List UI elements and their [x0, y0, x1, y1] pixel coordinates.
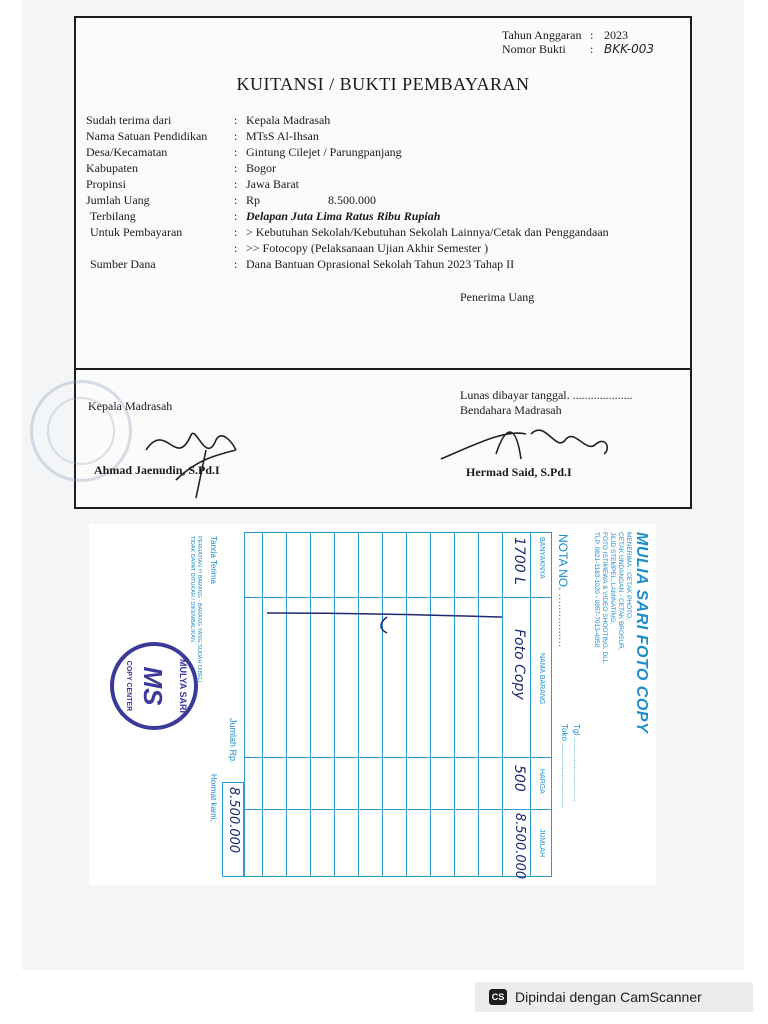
header-total: JUMLAH — [538, 829, 545, 858]
header-name: NAMA BARANG — [538, 653, 545, 705]
scanned-page — [22, 0, 744, 970]
field-value: Gintung Cilejet / Parungpanjang — [246, 145, 402, 159]
field-label: Sudah terima dari — [86, 113, 172, 127]
row-name: Foto Copy — [511, 629, 527, 700]
jumlah-label: Jumlah Rp. — [228, 718, 238, 764]
table-header — [530, 533, 551, 876]
field-value: Jawa Barat — [246, 177, 299, 191]
meta-value: 2023 — [604, 28, 628, 42]
shop-line: CETAK UNDANGAN - CETAK BROSUR, — [617, 532, 624, 651]
stamp-bottom-text: COPY CENTER — [125, 660, 132, 712]
receiver-label: Penerima Uang — [460, 290, 535, 304]
untuk-label: Untuk Pembayaran — [90, 225, 183, 239]
shop-line: FOTO ISTIMEWA & VIDEO SHOOTING, DLL — [601, 532, 608, 664]
receipt-divider — [76, 368, 690, 370]
field-label: Kabupaten — [86, 161, 138, 175]
nota-table — [244, 532, 552, 880]
receipt-title: KUITANSI / BUKTI PEMBAYARAN — [236, 74, 530, 94]
toko-label: Toko — [560, 724, 569, 741]
receipt-form — [74, 16, 692, 509]
header-price: HARGA — [538, 769, 545, 794]
tgl-toko: Tgl ............................. Toko ............................. — [560, 724, 581, 808]
strike-line — [257, 593, 507, 833]
kepala-label: Kepala Madrasah — [88, 399, 173, 413]
bendahara-label: Bendahara Madrasah — [460, 403, 562, 417]
camscanner-text: Dipindai dengan CamScanner — [515, 989, 702, 1005]
lunas-label: Lunas dibayar tanggal. .................... — [460, 388, 633, 402]
row-qty: 1700 L — [511, 537, 527, 585]
field-value: MTsS Al-Ihsan — [246, 129, 319, 143]
camscanner-badge — [475, 982, 753, 1012]
untuk-line2: >> Fotocopy (Pelaksanaan Ujian Akhir Semester ) — [246, 241, 489, 255]
tgl-label: Tgl — [572, 724, 581, 736]
shop-line: JILID STEMPEL, LAMINATING, — [609, 532, 616, 624]
field-label: Desa/Kecamatan — [86, 145, 168, 159]
amount-currency: Rp — [246, 193, 261, 207]
row-total: 8.500.000 — [512, 813, 527, 880]
meta-value-handwritten: BKK-003 — [604, 42, 654, 56]
field-label: Nama Satuan Pendidikan — [86, 129, 208, 143]
meta-label: Nomor Bukti — [502, 42, 566, 56]
kepala-signature — [136, 410, 256, 500]
shop-header — [592, 532, 650, 877]
field-value: Bogor — [246, 161, 276, 175]
nota-wrapper — [89, 524, 656, 885]
receipt-meta: Tahun Anggaran : 2023 Nomor Bukti : BKK-003 — [502, 28, 670, 56]
amount-label: Jumlah Uang — [86, 193, 150, 207]
terbilang-value: Delapan Juta Lima Ratus Ribu Rupiah — [246, 209, 441, 223]
sumber-label: Sumber Dana — [90, 257, 156, 271]
perhatian-note: PERHATIAN !!! BARANG - BARANG YANG SUDAH DIBELI TIDAK DAPAT DITUKAR / DIKEMBALIKAN — [189, 536, 202, 683]
meta-label: Tahun Anggaran — [502, 28, 582, 42]
shop-line: TLP. 0821-1183-1020 - 0857-7013-4050 — [593, 532, 600, 648]
tanda-terima: Tanda Terima — [209, 536, 218, 584]
amount-value: 8.500.000 — [328, 193, 376, 207]
shop-line: MENERIMA : CETAK PHOTO, — [625, 532, 632, 620]
camscanner-icon: CS — [489, 989, 507, 1005]
stamp-mid-text: MS — [138, 666, 168, 706]
terbilang-label: Terbilang — [90, 209, 136, 223]
jumlah-value: 8.500.000 — [226, 787, 241, 854]
nota-number: NOTA NO. ................ — [556, 534, 570, 648]
hormat-kami: Hormat kami, — [209, 774, 218, 822]
bendahara-name: Hermad Said, S.Pd.I — [466, 465, 572, 479]
row-price: 500 — [511, 765, 527, 792]
field-label: Propinsi — [86, 177, 127, 191]
untuk-line1: > Kebutuhan Sekolah/Kebutuhan Sekolah Lainnya/Cetak dan Penggandaan — [246, 225, 609, 239]
sumber-value: Dana Bantuan Oprasional Sekolah Tahun 2023 Tahap II — [246, 257, 515, 271]
jumlah-box — [222, 782, 244, 877]
shop-nota — [89, 524, 656, 885]
shop-stamp — [110, 642, 198, 730]
field-value: Kepala Madrasah — [246, 113, 331, 127]
header-qty: BANYAKNYA — [538, 537, 545, 579]
shop-name: MULIA SARI FOTO COPY — [633, 532, 650, 734]
receipt-fields: Sudah terima dari : Kepala Madrasah Nama Satuan Pendidikan : MTsS Al-Ihsan Desa/Kecamatan : Gintung Cilejet / Parungpanjang Kabupaten : Bogor Propinsi : Jawa Barat Jumlah Uang : Rp 8.500.000 Terbilang : Delapan Juta Lima Ratus Ribu Rupiah Untuk Pembayaran : > Kebutuhan Sekolah/Kebutuhan Sekolah Lainnya/Cetak dan Penggandaan : >> Fotocopy (Pelaksanaan Ujian Akhir Semester ) Sumber Dana : Dana Bantuan Oprasional Sekolah Tahun 2023 Tahap II — [86, 112, 646, 272]
kepala-name: Ahmad Jaenudin, S.Pd.I — [94, 463, 220, 477]
stamp-top-text: MULYA SARI — [178, 658, 188, 713]
